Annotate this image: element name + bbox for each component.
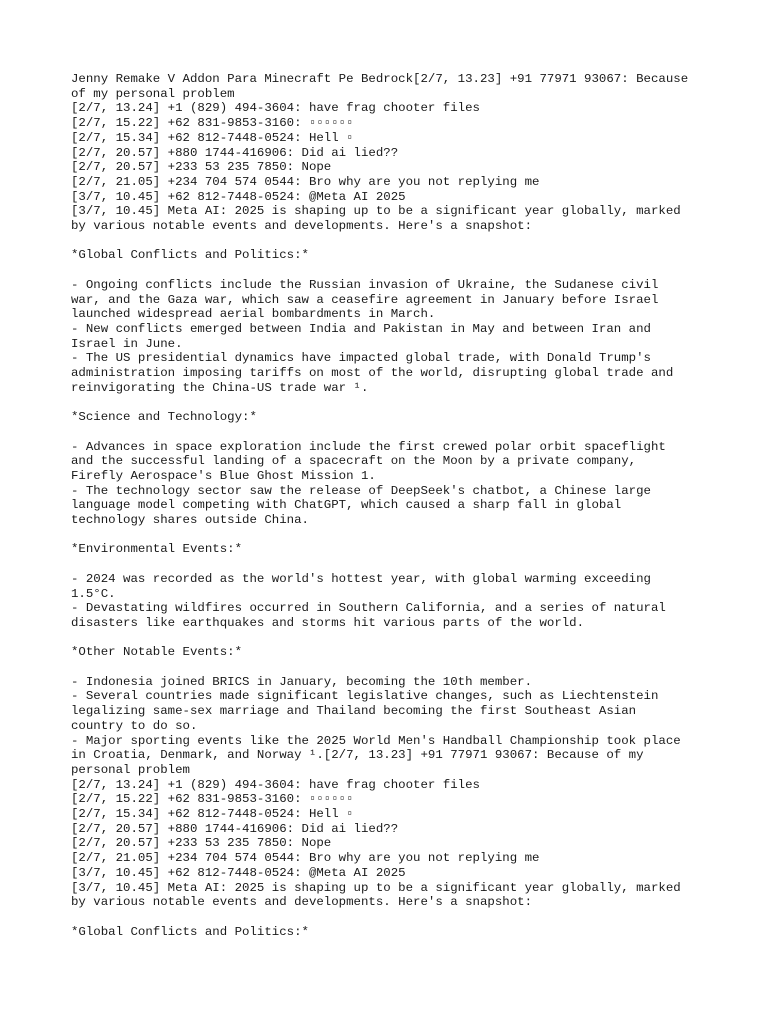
- text-line: [2/7, 15.22] +62 831-9853-3160: ▫▫▫▫▫▫: [71, 116, 354, 131]
- text-line: [2/7, 13.24] +1 (829) 494-3604: have frag chooter files: [71, 101, 480, 116]
- text-line: [71, 660, 701, 675]
- text-line: [3/7, 10.45] +62 812-7448-0524: @Meta AI 2025: [71, 865, 406, 880]
- document-page: [71, 72, 701, 939]
- text-line: - Several countries made significant legislative changes, such as Liechtenstein: [71, 689, 659, 704]
- text-line: [71, 528, 701, 543]
- text-line: [2/7, 20.57] +880 1744-416906: Did ai lied??: [71, 821, 399, 836]
- text-line: by various notable events and developments. Here's a snapshot:: [71, 219, 533, 234]
- text-line: by various notable events and developments. Here's a snapshot:: [71, 895, 533, 910]
- text-line: - The US presidential dynamics have impacted global trade, with Donald Trump's: [71, 351, 651, 366]
- text-line: [71, 557, 701, 572]
- text-line: - Major sporting events like the 2025 World Men's Handball Championship took place: [71, 733, 681, 748]
- text-line: [71, 425, 701, 440]
- text-line: [71, 910, 701, 925]
- text-line: personal problem: [71, 762, 190, 777]
- text-line: [2/7, 20.57] +233 53 235 7850: Nope: [71, 160, 332, 175]
- text-line: [71, 631, 701, 646]
- text-line: [2/7, 15.22] +62 831-9853-3160: ▫▫▫▫▫▫: [71, 792, 354, 807]
- text-line: country to do so.: [71, 718, 198, 733]
- text-line: Jenny Remake V Addon Para Minecraft Pe Bedrock[2/7, 13.23] +91 77971 93067: Because: [71, 72, 689, 86]
- text-line: [2/7, 20.57] +880 1744-416906: Did ai lied??: [71, 145, 399, 160]
- text-line: legalizing same-sex marriage and Thailand becoming the first Southeast Asian: [71, 704, 637, 719]
- text-line: and the successful landing of a spacecraft on the Moon by a private company,: [71, 454, 637, 469]
- text-line: - Ongoing conflicts include the Russian invasion of Ukraine, the Sudanese civil: [71, 277, 659, 292]
- text-line: war, and the Gaza war, which saw a ceasefire agreement in January before Israel: [71, 292, 659, 307]
- text-line: [2/7, 20.57] +233 53 235 7850: Nope: [71, 836, 332, 851]
- text-line: launched widespread aerial bombardments in March.: [71, 307, 436, 322]
- text-line: reinvigorating the China-US trade war ¹.: [71, 380, 369, 395]
- text-line: technology shares outside China.: [71, 513, 309, 528]
- text-line: disasters like earthquakes and storms hit various parts of the world.: [71, 615, 585, 630]
- text-line: - Advances in space exploration include the first crewed polar orbit spaceflight: [71, 439, 666, 454]
- text-line: - New conflicts emerged between India and Pakistan in May and between Iran and: [71, 321, 651, 336]
- text-line: [71, 263, 701, 278]
- text-line: language model competing with ChatGPT, which caused a sharp fall in global: [71, 498, 622, 513]
- text-line: in Croatia, Denmark, and Norway ¹.[2/7, 13.23] +91 77971 93067: Because of my: [71, 748, 644, 763]
- text-line: [71, 395, 701, 410]
- text-line: *Environmental Events:*: [71, 542, 243, 557]
- text-line: [71, 234, 701, 249]
- text-line: *Other Notable Events:*: [71, 645, 243, 660]
- text-line: [2/7, 15.34] +62 812-7448-0524: Hell ▫: [71, 130, 354, 145]
- text-line: administration imposing tariffs on most of the world, disrupting global trade and: [71, 366, 674, 381]
- text-line: - Indonesia joined BRICS in January, becoming the 10th member.: [71, 674, 533, 689]
- text-line: *Global Conflicts and Politics:*: [71, 248, 309, 263]
- text-line: of my personal problem: [71, 86, 235, 101]
- text-line: Israel in June.: [71, 336, 183, 351]
- text-line: [2/7, 21.05] +234 704 574 0544: Bro why are you not replying me: [71, 174, 540, 189]
- text-line: [2/7, 15.34] +62 812-7448-0524: Hell ▫: [71, 807, 354, 822]
- text-line: - Devastating wildfires occurred in Southern California, and a series of natural: [71, 601, 666, 616]
- text-line: - The technology sector saw the release of DeepSeek's chatbot, a Chinese large: [71, 483, 651, 498]
- text-line: [2/7, 13.24] +1 (829) 494-3604: have frag chooter files: [71, 777, 480, 792]
- text-line: [2/7, 21.05] +234 704 574 0544: Bro why are you not replying me: [71, 851, 540, 866]
- text-line: *Science and Technology:*: [71, 410, 257, 425]
- text-line: [3/7, 10.45] Meta AI: 2025 is shaping up to be a significant year globally, marked: [71, 880, 681, 895]
- text-line: - 2024 was recorded as the world's hottest year, with global warming exceeding: [71, 571, 651, 586]
- text-line: [3/7, 10.45] +62 812-7448-0524: @Meta AI 2025: [71, 189, 406, 204]
- text-line: Firefly Aerospace's Blue Ghost Mission 1.: [71, 468, 376, 483]
- text-line: *Global Conflicts and Politics:*: [71, 924, 309, 939]
- text-line: [3/7, 10.45] Meta AI: 2025 is shaping up to be a significant year globally, marked: [71, 204, 681, 219]
- text-line: 1.5°C.: [71, 586, 116, 601]
